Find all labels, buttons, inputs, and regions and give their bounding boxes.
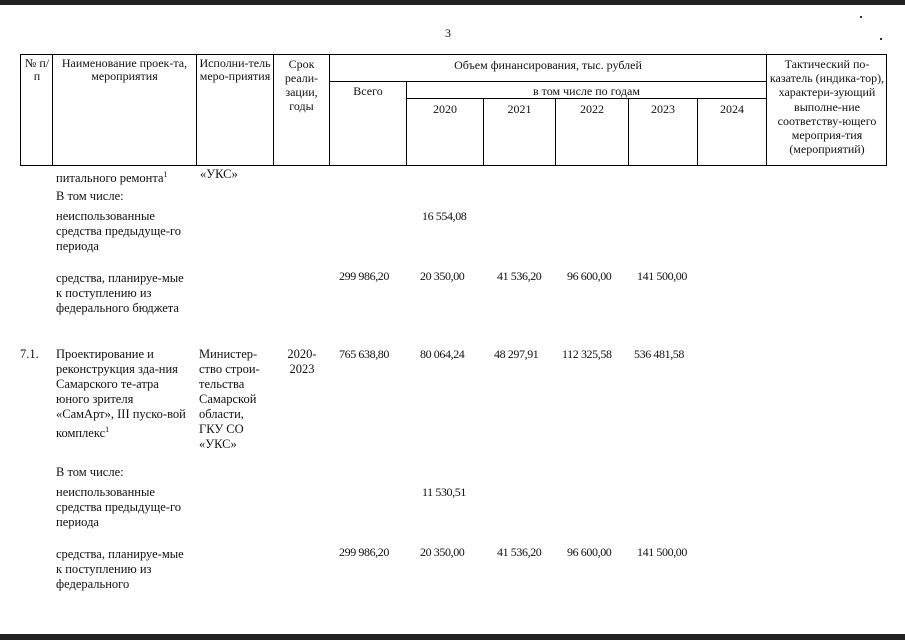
row-subheading: В том числе: [56, 189, 124, 203]
header-name: Наименование проек-та, мероприятия [61, 56, 188, 83]
row-subheading: В том числе: [56, 465, 124, 479]
row-executor-continued: «УКС» [200, 167, 238, 181]
scan-speck [880, 38, 882, 40]
cell-2020: 11 530,51 [422, 485, 466, 499]
header-vline [766, 54, 767, 166]
header-vline [196, 54, 197, 166]
cell-2022: 112 325,58 [562, 347, 612, 361]
header-year: 2024 [720, 102, 744, 116]
header-vline [20, 54, 21, 166]
cell-2022: 96 600,00 [567, 269, 612, 283]
header-term: Срок реали-зации, годы [284, 57, 319, 113]
page-number: 3 [445, 26, 451, 40]
header-vline [273, 54, 274, 166]
cell-2022: 96 600,00 [567, 545, 612, 559]
scan-speck [860, 16, 862, 18]
top-scan-border [0, 0, 905, 5]
row-executor: Министер-ство строи-тельства Самарской области, ГКУ СО «УКС» [199, 347, 260, 451]
cell-total: 765 638,80 [339, 347, 390, 361]
cell-2021: 41 536,20 [497, 545, 542, 559]
row-name: неиспользованные средства предыдуще-го периода [56, 485, 182, 529]
cell-2020: 80 064,24 [420, 347, 465, 361]
cell-2020: 20 350,00 [420, 269, 465, 283]
cell-total: 299 986,20 [339, 545, 390, 559]
row-name: неиспользованные средства предыдуще-го периода [56, 209, 182, 253]
header-indicator: Тактический по-казатель (индика-тор), характери-зующий выполне-ние соответству-ющего мероприя-тия (мероприятий) [769, 57, 885, 157]
header-financing: Объем финансирования, тыс. рублей [454, 58, 642, 72]
header-bottom-line [20, 165, 886, 166]
cell-total: 299 986,20 [339, 269, 390, 283]
header-year: 2023 [651, 102, 675, 116]
cell-2023: 141 500,00 [637, 269, 688, 283]
header-vline [886, 54, 887, 166]
row-number: 7.1. [20, 347, 39, 361]
cell-2023: 536 481,58 [634, 347, 685, 361]
cell-2020: 16 554,08 [422, 209, 467, 223]
cell-2020: 20 350,00 [420, 545, 465, 559]
row-name-continued: питального ремонта$^1$ [56, 170, 168, 186]
header-num: № п/п [24, 56, 50, 83]
row-name: Проектирование и реконструкция зда-ния Самарского те-атра юного зрителя «СамАрт», III пуско-вой комплекс$^1$ [56, 347, 186, 441]
header-total: Всего [353, 84, 383, 98]
row-name: средства, планируе-мые к поступлению из федерального бюджета [56, 271, 184, 315]
header-year: 2020 [433, 102, 457, 116]
header-vline [52, 54, 53, 166]
header-top-line [20, 54, 886, 55]
row-name: средства, планируе-мые к поступлению из федерального [56, 547, 184, 591]
header-fin-line [329, 81, 766, 82]
cell-2021: 48 297,91 [494, 347, 539, 361]
bottom-scan-border [0, 634, 905, 640]
header-by-years: в том числе по годам [533, 84, 640, 98]
header-year: 2022 [580, 102, 604, 116]
header-executor: Исполни-тель меро-приятия [199, 56, 271, 83]
cell-2023: 141 500,00 [637, 545, 688, 559]
row-term: 2020-2023 [287, 347, 317, 376]
header-year: 2021 [507, 102, 532, 116]
cell-2021: 41 536,20 [497, 269, 542, 283]
